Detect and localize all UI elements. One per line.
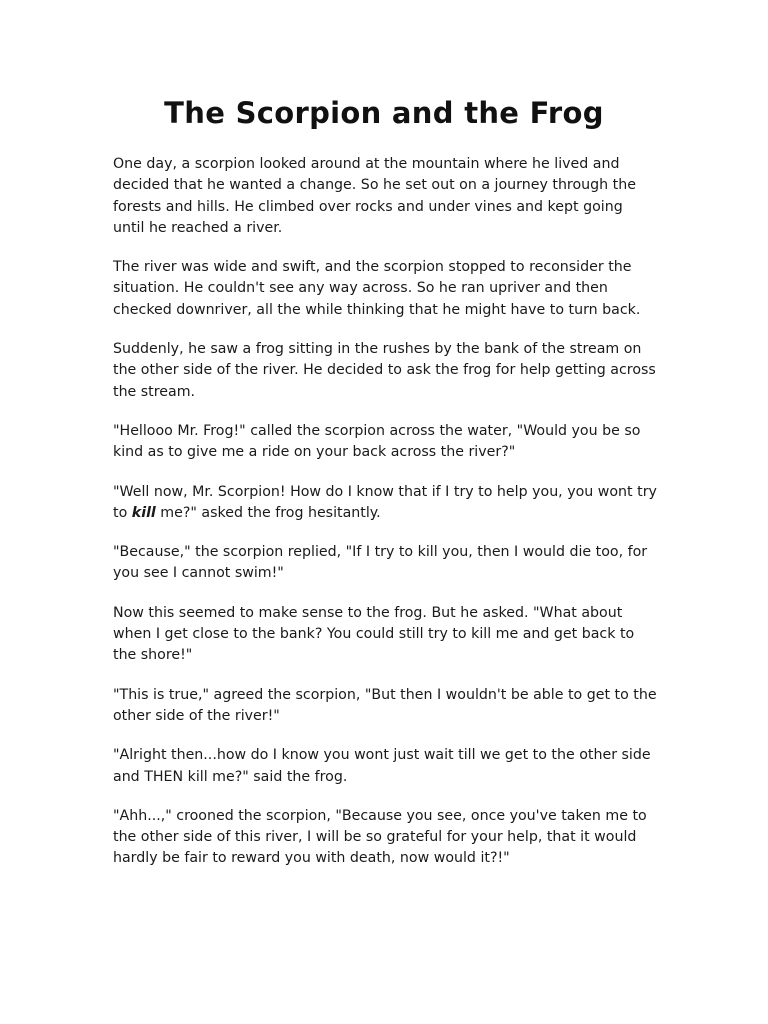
paragraph-9: "Alright then...how do I know you wont just wait till we get to the other side and THEN kill me?" said the frog. <box>113 747 651 785</box>
paragraph-3: Suddenly, he saw a frog sitting in the rushes by the bank of the stream on the other side of the river. He decided to ask the frog for help getting across the stream. <box>113 341 656 400</box>
page-title: The Scorpion and the Frog <box>164 96 604 130</box>
paragraph-8: "This is true," agreed the scorpion, "But then I wouldn't be able to get to the other side of the river!" <box>113 686 657 724</box>
paragraph-5-emphasis: kill <box>131 504 156 521</box>
paragraph-4: "Hellooo Mr. Frog!" called the scorpion across the water, "Would you be so kind as to give me a ride on your back across the river?" <box>113 422 641 461</box>
story-body <box>113 154 657 888</box>
paragraph-2: The river was wide and swift, and the scorpion stopped to reconsider the situation. He couldn't see any way across. So he ran upriver and then checked downriver, all the while thinking that he might have to turn back. <box>113 259 641 318</box>
paragraph-5-after: me?" asked the frog hesitantly. <box>155 504 381 521</box>
paragraph-1: One day, a scorpion looked around at the mountain where he lived and decided that he wanted a change. So he set out on a journey through the forests and hills. He climbed over rocks and under vines and kept going until he reached a river. <box>113 156 636 236</box>
paragraph-5 <box>113 482 657 525</box>
paragraph-5-before: "Well now, Mr. Scorpion! How do I know that if I try to help you, you wont try to <box>113 483 657 521</box>
paragraph-10: "Ahh...," crooned the scorpion, "Because you see, once you've taken me to the other side of this river, I will be so grateful for your help, that it would hardly be fair to reward you with death, now would it?!" <box>113 807 647 867</box>
paragraph-6: "Because," the scorpion replied, "If I try to kill you, then I would die too, for you see I cannot swim!" <box>113 544 648 582</box>
paragraph-7: Now this seemed to make sense to the frog. But he asked. "What about when I get close to the bank? You could still try to kill me and get back to the shore!" <box>113 604 635 664</box>
